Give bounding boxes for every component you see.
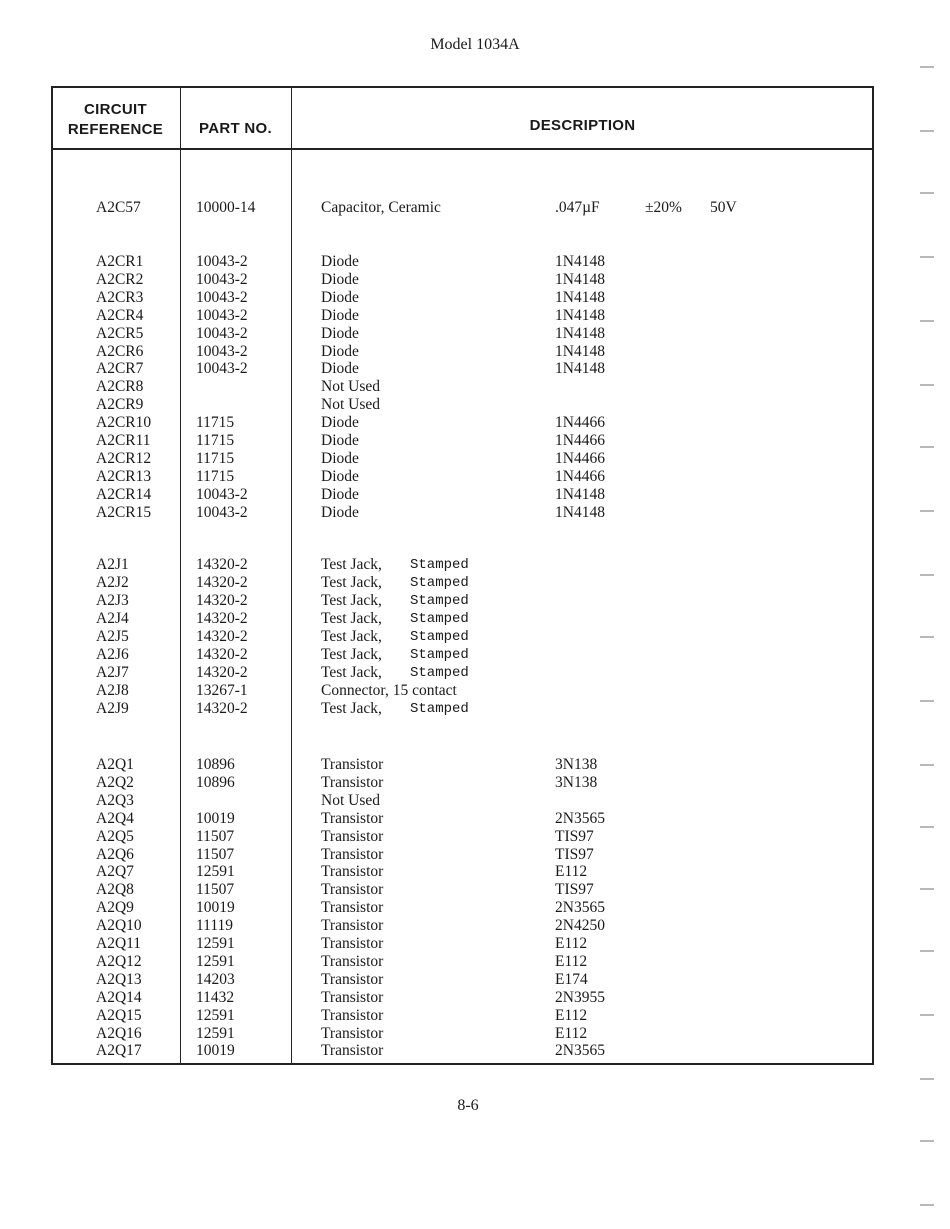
- part-number-cell: 11507: [196, 881, 235, 899]
- circuit-reference-cell: A2CR11: [96, 432, 151, 449]
- table-row: [0, 700, 950, 718]
- part-number-cell: 10043-2: [196, 360, 248, 378]
- part-number-cell: 10043-2: [196, 270, 248, 288]
- table-row: [0, 682, 950, 700]
- description-cell: Transistor: [321, 970, 384, 988]
- description-cell: Transistor: [321, 935, 384, 952]
- scan-edge-mark: [920, 510, 934, 512]
- description-detail-cell: Stamped: [410, 665, 469, 681]
- table-row: [0, 574, 950, 592]
- table-row: [0, 989, 950, 1007]
- part-number-cell: 13267-1: [196, 682, 248, 699]
- scan-edge-mark: [920, 1140, 934, 1142]
- description-cell: Test Jack,: [321, 664, 382, 681]
- table-row: [0, 628, 950, 646]
- scan-edge-mark: [920, 826, 934, 828]
- circuit-reference-cell: A2Q14: [96, 988, 142, 1006]
- value-cell: 1N4148: [555, 253, 605, 270]
- scan-edge-mark: [920, 446, 934, 448]
- description-cell: Transistor: [321, 917, 384, 935]
- value-cell: 1N4466: [555, 414, 605, 432]
- scan-edge-mark: [920, 1078, 934, 1080]
- circuit-reference-cell: A2CR10: [96, 414, 152, 432]
- table-row: [0, 1025, 950, 1043]
- value-cell: 1N4148: [555, 270, 605, 288]
- description-detail-cell: Stamped: [410, 611, 469, 627]
- circuit-reference-cell: A2CR8: [96, 378, 144, 396]
- circuit-reference-cell: A2Q15: [96, 1006, 142, 1024]
- scan-edge-mark: [920, 950, 934, 952]
- scan-edge-mark: [920, 888, 934, 890]
- part-number-cell: 11507: [196, 845, 235, 863]
- part-number-cell: 10043-2: [196, 342, 248, 360]
- table-row: [0, 774, 950, 792]
- table-row: [0, 810, 950, 828]
- description-cell: Transistor: [321, 1006, 384, 1024]
- circuit-reference-cell: A2Q13: [96, 970, 142, 988]
- value-cell: 1N4148: [555, 485, 605, 503]
- part-number-cell: 11715: [196, 432, 235, 449]
- description-cell: Connector, 15 contact: [321, 682, 457, 699]
- part-number-cell: 11715: [196, 467, 235, 485]
- description-cell: Transistor: [321, 899, 384, 917]
- description-cell: Diode: [321, 288, 359, 306]
- scan-edge-mark: [920, 1014, 934, 1016]
- part-number-cell: 10043-2: [196, 485, 248, 503]
- table-row: [0, 592, 950, 610]
- value-cell: 2N3565: [555, 1042, 605, 1060]
- part-number-cell: 12591: [196, 935, 235, 952]
- table-row: [0, 917, 950, 935]
- value-cell: 1N4466: [555, 467, 605, 485]
- description-cell: Diode: [321, 253, 359, 270]
- part-number-cell: 10043-2: [196, 253, 248, 270]
- value-cell: E174: [555, 970, 588, 988]
- part-number-cell: 12591: [196, 1006, 235, 1024]
- scan-edge-mark: [920, 66, 934, 68]
- table-row: [0, 953, 950, 971]
- value-cell: E112: [555, 863, 588, 881]
- table-row: [0, 432, 950, 450]
- scan-edge-mark: [920, 1204, 934, 1206]
- table-row: [0, 828, 950, 846]
- header-divider: [51, 148, 874, 150]
- header-line: REFERENCE: [67, 121, 164, 138]
- scan-edge-mark: [920, 192, 934, 194]
- circuit-reference-cell: A2CR3: [96, 288, 144, 306]
- table-row: [0, 935, 950, 953]
- circuit-reference-cell: A2CR2: [96, 270, 144, 288]
- part-number-cell: 14320-2: [196, 628, 248, 645]
- description-cell: Diode: [321, 432, 359, 449]
- part-number-cell: 10043-2: [196, 306, 248, 324]
- part-number-cell: 14320-2: [196, 556, 248, 573]
- part-number-cell: 14203: [196, 970, 235, 988]
- description-cell: Transistor: [321, 952, 384, 970]
- description-cell: Diode: [321, 449, 359, 467]
- description-cell: Test Jack,: [321, 628, 382, 645]
- circuit-reference-cell: A2C57: [96, 199, 141, 216]
- part-number-cell: 11119: [196, 917, 234, 935]
- circuit-reference-cell: A2Q10: [96, 917, 142, 935]
- value-cell: 1N4148: [555, 503, 605, 521]
- circuit-reference-cell: A2J6: [96, 646, 129, 663]
- part-number-cell: 10896: [196, 756, 235, 773]
- table-row: [0, 863, 950, 881]
- description-cell: Test Jack,: [321, 646, 382, 663]
- circuit-reference-cell: A2CR5: [96, 324, 144, 342]
- circuit-reference-cell: A2J7: [96, 664, 129, 681]
- table-row: [0, 792, 950, 810]
- table-row: [0, 199, 950, 217]
- part-number-cell: 10043-2: [196, 288, 248, 306]
- value-cell: 2N3565: [555, 899, 605, 917]
- circuit-reference-cell: A2J4: [96, 610, 129, 627]
- table-row: [0, 343, 950, 361]
- value-cell: 2N3565: [555, 809, 605, 827]
- part-number-cell: 11715: [196, 414, 235, 432]
- circuit-reference-cell: A2CR6: [96, 342, 144, 360]
- description-detail-cell: Stamped: [410, 701, 469, 717]
- table-row: [0, 289, 950, 307]
- description-detail-cell: Stamped: [410, 593, 469, 609]
- part-number-cell: 10019: [196, 809, 235, 827]
- description-cell: Transistor: [321, 809, 384, 827]
- part-number-cell: 14320-2: [196, 592, 248, 609]
- table-row: [0, 504, 950, 522]
- value-cell: 1N4148: [555, 342, 605, 360]
- table-row: [0, 1007, 950, 1025]
- table-row: [0, 271, 950, 289]
- circuit-reference-cell: A2Q8: [96, 881, 134, 899]
- description-cell: Test Jack,: [321, 592, 382, 609]
- column-header-part-no: PART NO.: [199, 120, 272, 137]
- description-cell: Transistor: [321, 827, 384, 845]
- table-row: [0, 646, 950, 664]
- description-cell: Transistor: [321, 756, 384, 773]
- column-header-circuit-reference: [51, 100, 180, 140]
- scan-edge-mark: [920, 764, 934, 766]
- part-number-cell: 10043-2: [196, 503, 248, 521]
- description-cell: Test Jack,: [321, 610, 382, 627]
- scan-edge-mark: [920, 700, 934, 702]
- tolerance-cell: ±20%: [645, 199, 682, 216]
- description-cell: Transistor: [321, 1042, 384, 1060]
- value-cell: E112: [555, 952, 588, 970]
- value-cell: TIS97: [555, 845, 594, 863]
- part-number-cell: 14320-2: [196, 646, 248, 663]
- description-cell: Diode: [321, 485, 359, 503]
- circuit-reference-cell: A2Q9: [96, 899, 134, 917]
- description-cell: Test Jack,: [321, 556, 382, 573]
- table-row: [0, 414, 950, 432]
- column-header-description: DESCRIPTION: [529, 117, 636, 134]
- table-row: [0, 971, 950, 989]
- part-number-cell: 10043-2: [196, 324, 248, 342]
- description-cell: Transistor: [321, 863, 384, 881]
- value-cell: E112: [555, 1006, 588, 1024]
- table-row: [0, 756, 950, 774]
- value-cell: E112: [555, 935, 588, 952]
- table-row: [0, 360, 950, 378]
- table-row: [0, 486, 950, 504]
- table-row: [0, 325, 950, 343]
- circuit-reference-cell: A2Q6: [96, 845, 134, 863]
- description-cell: Transistor: [321, 773, 384, 791]
- part-number-cell: 12591: [196, 952, 235, 970]
- description-cell: Test Jack,: [321, 574, 382, 591]
- table-row: [0, 881, 950, 899]
- description-cell: Transistor: [321, 988, 384, 1006]
- part-number-cell: 11715: [196, 449, 235, 467]
- description-cell: Diode: [321, 270, 359, 288]
- part-number-cell: 10019: [196, 1042, 235, 1060]
- part-number-cell: 10896: [196, 773, 235, 791]
- table-row: [0, 378, 950, 396]
- circuit-reference-cell: A2J2: [96, 574, 129, 591]
- value-cell: .047µF: [555, 199, 600, 216]
- circuit-reference-cell: A2Q5: [96, 827, 134, 845]
- value-cell: 1N4466: [555, 432, 605, 449]
- value-cell: E112: [555, 1024, 588, 1042]
- circuit-reference-cell: A2CR9: [96, 396, 144, 414]
- value-cell: 2N3955: [555, 988, 605, 1006]
- circuit-reference-cell: A2Q2: [96, 773, 134, 791]
- value-cell: 1N4148: [555, 324, 605, 342]
- circuit-reference-cell: A2CR12: [96, 449, 152, 467]
- scan-edge-mark: [920, 130, 934, 132]
- circuit-reference-cell: A2J8: [96, 682, 129, 699]
- value-cell: 1N4466: [555, 449, 605, 467]
- description-cell: Capacitor, Ceramic: [321, 199, 441, 216]
- part-number-cell: 14320-2: [196, 610, 248, 627]
- scan-edge-mark: [920, 574, 934, 576]
- circuit-reference-cell: A2CR15: [96, 503, 152, 521]
- value-cell: 1N4148: [555, 360, 605, 378]
- table-row: [0, 307, 950, 325]
- part-number-cell: 14320-2: [196, 574, 248, 591]
- value-cell: TIS97: [555, 881, 594, 899]
- voltage-cell: 50V: [710, 199, 737, 216]
- description-cell: Not Used: [321, 396, 380, 414]
- page-number: 8-6: [457, 1097, 479, 1114]
- circuit-reference-cell: A2CR4: [96, 306, 144, 324]
- circuit-reference-cell: A2Q3: [96, 791, 134, 809]
- circuit-reference-cell: A2J5: [96, 628, 129, 645]
- part-number-cell: 10019: [196, 899, 235, 917]
- part-number-cell: 11507: [196, 827, 235, 845]
- circuit-reference-cell: A2CR13: [96, 467, 152, 485]
- value-cell: 1N4148: [555, 288, 605, 306]
- circuit-reference-cell: A2Q4: [96, 809, 134, 827]
- circuit-reference-cell: A2J1: [96, 556, 129, 573]
- table-row: [0, 664, 950, 682]
- description-cell: Diode: [321, 503, 359, 521]
- circuit-reference-cell: A2Q17: [96, 1042, 142, 1060]
- scan-edge-mark: [920, 384, 934, 386]
- value-cell: TIS97: [555, 827, 594, 845]
- part-number-cell: 12591: [196, 1024, 235, 1042]
- circuit-reference-cell: A2J9: [96, 700, 129, 717]
- table-row: [0, 1042, 950, 1060]
- description-cell: Diode: [321, 360, 359, 378]
- circuit-reference-cell: A2J3: [96, 592, 129, 609]
- page-header-title: Model 1034A: [430, 36, 520, 53]
- circuit-reference-cell: A2Q7: [96, 863, 134, 881]
- table-row: [0, 846, 950, 864]
- circuit-reference-cell: A2Q16: [96, 1024, 142, 1042]
- description-cell: Diode: [321, 414, 359, 432]
- part-number-cell: 10000-14: [196, 199, 256, 216]
- scan-edge-mark: [920, 636, 934, 638]
- value-cell: 3N138: [555, 756, 598, 773]
- scan-edge-mark: [920, 256, 934, 258]
- description-cell: Not Used: [321, 378, 380, 396]
- value-cell: 3N138: [555, 773, 598, 791]
- table-row: [0, 899, 950, 917]
- description-cell: Transistor: [321, 881, 384, 899]
- circuit-reference-cell: A2CR14: [96, 485, 152, 503]
- part-number-cell: 11432: [196, 988, 235, 1006]
- description-cell: Diode: [321, 324, 359, 342]
- description-cell: Test Jack,: [321, 700, 382, 717]
- table-row: [0, 450, 950, 468]
- description-detail-cell: Stamped: [410, 575, 469, 591]
- description-detail-cell: Stamped: [410, 629, 469, 645]
- circuit-reference-cell: A2Q1: [96, 756, 134, 773]
- part-number-cell: 12591: [196, 863, 235, 881]
- description-cell: Diode: [321, 467, 359, 485]
- description-cell: Transistor: [321, 845, 384, 863]
- circuit-reference-cell: A2CR7: [96, 360, 144, 378]
- scan-edge-mark: [920, 320, 934, 322]
- description-cell: Diode: [321, 306, 359, 324]
- table-row: [0, 396, 950, 414]
- description-detail-cell: Stamped: [410, 557, 469, 573]
- part-number-cell: 14320-2: [196, 700, 248, 717]
- circuit-reference-cell: A2CR1: [96, 253, 144, 270]
- part-number-cell: 14320-2: [196, 664, 248, 681]
- value-cell: 1N4148: [555, 306, 605, 324]
- header-line: CIRCUIT: [84, 101, 147, 118]
- table-row: [0, 253, 950, 271]
- value-cell: 2N4250: [555, 917, 605, 935]
- circuit-reference-cell: A2Q11: [96, 935, 142, 952]
- table-row: [0, 468, 950, 486]
- description-cell: Transistor: [321, 1024, 384, 1042]
- description-cell: Not Used: [321, 791, 380, 809]
- description-detail-cell: Stamped: [410, 647, 469, 663]
- description-cell: Diode: [321, 342, 359, 360]
- circuit-reference-cell: A2Q12: [96, 952, 142, 970]
- table-row: [0, 610, 950, 628]
- table-row: [0, 556, 950, 574]
